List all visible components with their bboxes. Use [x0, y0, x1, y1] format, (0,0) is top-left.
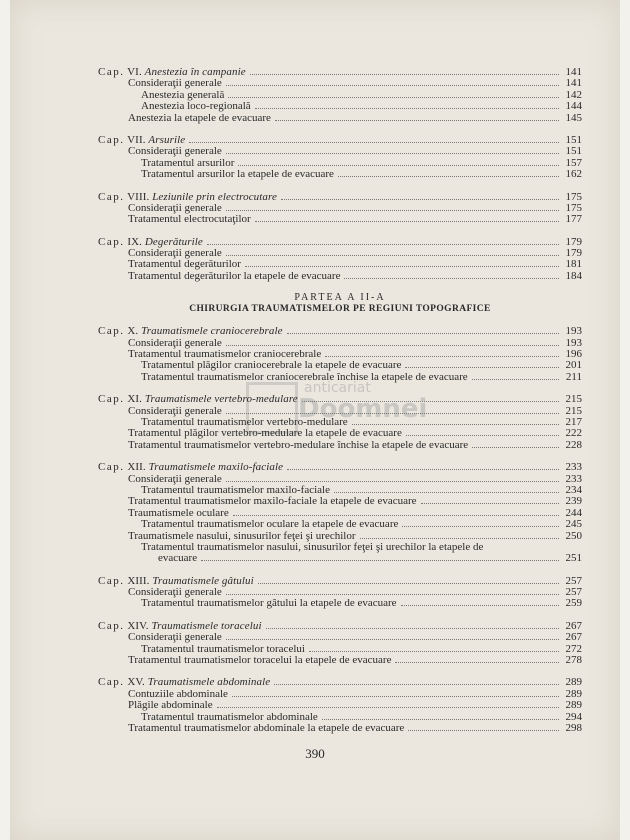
- dot-leader: [226, 85, 559, 86]
- section-entry: [98, 203, 582, 214]
- section-entry: [98, 428, 582, 439]
- section-page: 244: [565, 506, 582, 519]
- section-entry: [98, 531, 582, 542]
- section-page: 215: [565, 404, 582, 417]
- chapter-heading: [98, 677, 272, 688]
- dot-leader: [402, 526, 559, 527]
- section-title: Tratamentul plăgilor vertebro-medulare la etapele de evacuare: [128, 428, 402, 440]
- chapter-title: Traumatismele vertebro-medulare: [144, 394, 298, 406]
- chapter-entry: [98, 237, 582, 248]
- section-entry: [98, 406, 582, 417]
- chapter-heading: [98, 621, 264, 632]
- spacer: [98, 124, 582, 135]
- chapter-number: X.: [127, 326, 139, 338]
- section-page: 177: [565, 213, 582, 226]
- dot-leader: [472, 447, 559, 448]
- dot-leader: [226, 345, 559, 346]
- section-title: Tratamentul traumatismelor maxilo-faciale la etapele de evacuare: [128, 496, 417, 508]
- section-title: Tratamentul arsurilor: [141, 157, 235, 169]
- section-entry: [98, 338, 582, 349]
- section-page: 193: [565, 336, 582, 349]
- chapter-heading: [98, 237, 205, 248]
- dot-leader: [228, 97, 559, 98]
- part-label: PARTEA A II-A: [294, 292, 386, 304]
- chapter-entry: [98, 394, 582, 405]
- section-entry: [98, 146, 582, 157]
- dot-leader: [405, 367, 559, 368]
- chapter-number: VII.: [127, 134, 146, 146]
- dot-leader: [255, 221, 559, 222]
- chapter-title: Traumatismele gâtului: [152, 575, 254, 587]
- section-entry: [98, 496, 582, 507]
- chapter-entry: [98, 326, 582, 337]
- section-title: Traumatismele oculare: [128, 507, 229, 519]
- watermark-line1: anticariat: [304, 380, 371, 396]
- chapter-number: VIII.: [127, 191, 150, 203]
- spacer: [98, 226, 582, 237]
- section-title: Contuziile abdominale: [128, 688, 228, 700]
- section-entry: [98, 598, 582, 609]
- section-page: 201: [565, 359, 582, 372]
- chapter-entry: [98, 192, 582, 203]
- section-page: 250: [565, 529, 582, 542]
- section-page: 162: [565, 168, 582, 181]
- chapter-page: 151: [565, 133, 582, 146]
- section-entry: [98, 508, 582, 519]
- chapter-title: Traumatismele maxilo-faciale: [148, 462, 284, 474]
- section-page: 217: [565, 415, 582, 428]
- chapter-number: XIII.: [127, 575, 150, 587]
- dot-leader: [287, 333, 559, 334]
- section-page: 298: [565, 721, 582, 734]
- section-page: 233: [565, 472, 582, 485]
- chapter-heading: [98, 462, 285, 473]
- spacer: [98, 383, 582, 394]
- section-entry-continued: [98, 553, 582, 564]
- chapter-entry: [98, 576, 582, 587]
- dot-leader: [344, 278, 559, 279]
- chapter-entry: [98, 462, 582, 473]
- section-entry: [98, 655, 582, 666]
- spacer: [98, 451, 582, 462]
- section-title: Tratamentul traumatismelor vertebro-medulare: [141, 416, 348, 428]
- section-title: Traumatismele nasului, sinusurilor feţei şi urechilor: [128, 530, 356, 542]
- section-entry: [98, 700, 582, 711]
- section-page: 211: [565, 370, 582, 383]
- section-entry: [98, 519, 582, 530]
- section-title: Consideraţii generale: [128, 78, 222, 90]
- dot-leader: [255, 108, 559, 109]
- dot-leader: [201, 560, 559, 561]
- chapter-title: Leziunile prin electrocutare: [152, 191, 277, 203]
- dot-leader: [338, 176, 559, 177]
- section-title: Tratamentul traumatismelor craniocerebrale închise la etapele de evacuare: [141, 371, 468, 383]
- section-entry: [98, 417, 582, 428]
- chapter-cap-label: Cap.: [98, 236, 125, 248]
- chapter-cap-label: Cap.: [98, 134, 125, 146]
- section-page: 181: [565, 258, 582, 271]
- dot-leader: [226, 413, 559, 414]
- section-title: Consideraţii generale: [128, 202, 222, 214]
- section-entry: [98, 78, 582, 89]
- dot-leader: [472, 379, 559, 380]
- spacer: [98, 666, 582, 677]
- chapter-page: 233: [565, 461, 582, 474]
- dot-leader: [334, 492, 559, 493]
- chapter-number: XII.: [127, 462, 146, 474]
- section-page: 144: [565, 100, 582, 113]
- dot-leader: [395, 662, 559, 663]
- section-entry: [98, 169, 582, 180]
- section-page: 145: [565, 111, 582, 124]
- chapter-page: 193: [565, 325, 582, 338]
- dot-leader: [233, 515, 559, 516]
- section-page: 251: [565, 552, 582, 565]
- chapter-heading: [98, 394, 300, 405]
- section-title: Tratamentul traumatismelor craniocerebrale: [128, 349, 322, 361]
- dot-leader: [309, 651, 559, 652]
- section-entry: [98, 158, 582, 169]
- section-title: Plăgile abdominale: [128, 700, 213, 712]
- section-title: Consideraţii generale: [128, 632, 222, 644]
- dot-leader: [207, 244, 559, 245]
- section-title: Consideraţii generale: [128, 405, 222, 417]
- section-entry: [98, 723, 582, 734]
- section-page: 234: [565, 483, 582, 496]
- dot-leader: [217, 707, 559, 708]
- section-title: Tratamentul electrocutaţilor: [128, 214, 251, 226]
- chapter-cap-label: Cap.: [98, 326, 125, 338]
- section-page: 179: [565, 247, 582, 260]
- chapter-cap-label: Cap.: [98, 67, 125, 78]
- section-title: Tratamentul degerăturilor la etapele de evacuare: [128, 270, 341, 282]
- chapter-heading: [98, 192, 279, 203]
- section-page: 294: [565, 710, 582, 723]
- section-entry: [98, 90, 582, 101]
- dot-leader: [226, 210, 559, 211]
- dot-leader: [226, 594, 559, 595]
- section-entry: [98, 474, 582, 485]
- watermark-line2: Doomnei: [298, 394, 428, 424]
- chapter-number: XV.: [127, 677, 145, 689]
- section-page: 196: [565, 348, 582, 361]
- chapter-heading: [98, 67, 248, 78]
- chapter-page: 215: [565, 393, 582, 406]
- chapter-page: 141: [565, 66, 582, 78]
- chapter-number: XI.: [127, 394, 143, 406]
- dot-leader: [275, 120, 559, 121]
- chapter-cap-label: Cap.: [98, 394, 125, 406]
- dot-leader: [232, 696, 559, 697]
- section-title: Tratamentul traumatismelor toracelui: [141, 643, 305, 655]
- section-page: 289: [565, 699, 582, 712]
- section-title: Consideraţii generale: [128, 587, 222, 599]
- part-title: CHIRURGIA TRAUMATISMELOR PE REGIUNI TOPOGRAFICE: [189, 304, 491, 315]
- chapter-number: VI.: [127, 67, 142, 78]
- dot-leader: [226, 639, 559, 640]
- chapter-number: IX.: [127, 236, 143, 248]
- chapter-page: 267: [565, 619, 582, 632]
- section-title: Consideraţii generale: [128, 337, 222, 349]
- dot-leader: [406, 435, 559, 436]
- section-title: Tratamentul traumatismelor nasului, sinusurilor feţei şi urechilor la etapele de: [141, 541, 484, 553]
- section-title: Consideraţii generale: [128, 473, 222, 485]
- dot-leader: [408, 730, 559, 731]
- section-title: Tratamentul degerăturilor: [128, 259, 241, 271]
- section-title-continued: evacuare: [158, 553, 198, 565]
- section-page: 151: [565, 145, 582, 158]
- chapter-title: Arsurile: [148, 134, 186, 146]
- section-entry: [98, 644, 582, 655]
- page-number: 390: [305, 746, 325, 761]
- dot-leader: [322, 719, 559, 720]
- section-page: 257: [565, 586, 582, 599]
- section-entry: [98, 101, 582, 112]
- chapter-title: Traumatismele craniocerebrale: [141, 326, 283, 338]
- section-page: 245: [565, 518, 582, 531]
- section-entry: [98, 248, 582, 259]
- chapter-title: Anestezia în campanie: [144, 67, 246, 78]
- section-page: 142: [565, 88, 582, 101]
- section-entry: [98, 632, 582, 643]
- section-entry: [98, 372, 582, 383]
- section-title: Tratamentul traumatismelor abdominale la etapele de evacuare: [128, 722, 405, 734]
- toc-section-part-two: [98, 326, 582, 734]
- section-entry: [98, 349, 582, 360]
- toc-section-part-one: [98, 67, 582, 282]
- chapter-entry: [98, 621, 582, 632]
- section-page: 228: [565, 438, 582, 451]
- dot-leader: [250, 74, 559, 75]
- section-page: 222: [565, 427, 582, 440]
- dot-leader: [401, 605, 559, 606]
- chapter-entry: [98, 135, 582, 146]
- section-entry: [98, 712, 582, 723]
- section-title: Anestezia loco-regională: [141, 101, 251, 113]
- dot-leader: [281, 199, 559, 200]
- dot-leader: [226, 255, 559, 256]
- section-page: 278: [565, 654, 582, 667]
- section-page: 239: [565, 495, 582, 508]
- section-page: 184: [565, 269, 582, 282]
- section-entry: [98, 360, 582, 371]
- table-of-contents: [98, 67, 582, 734]
- section-title: Tratamentul traumatismelor oculare la etapele de evacuare: [141, 519, 399, 531]
- dot-leader: [274, 684, 559, 685]
- section-entry: [98, 440, 582, 451]
- chapter-heading: [98, 326, 285, 337]
- spacer: [98, 565, 582, 576]
- dot-leader: [302, 401, 559, 402]
- chapter-title: Traumatismele toracelui: [151, 620, 262, 632]
- dot-leader: [421, 503, 559, 504]
- section-title: Tratamentul traumatismelor gâtului la etapele de evacuare: [141, 598, 397, 610]
- spacer: [98, 610, 582, 621]
- dot-leader: [287, 469, 559, 470]
- chapter-cap-label: Cap.: [98, 191, 125, 203]
- book-page: [10, 0, 620, 840]
- chapter-title: Traumatismele abdominale: [147, 677, 271, 689]
- section-page: 267: [565, 631, 582, 644]
- section-entry: [98, 271, 582, 282]
- section-entry: [98, 259, 582, 270]
- spacer: [98, 181, 582, 192]
- section-entry: [98, 689, 582, 700]
- dot-leader: [226, 481, 559, 482]
- section-entry: [98, 587, 582, 598]
- section-entry: [98, 485, 582, 496]
- chapter-entry: [98, 67, 582, 78]
- section-title: Tratamentul traumatismelor abdominale: [141, 711, 318, 723]
- chapter-heading: [98, 576, 256, 587]
- dot-leader: [226, 153, 559, 154]
- dot-leader: [266, 628, 559, 629]
- dot-leader: [189, 142, 559, 143]
- chapter-heading: [98, 135, 187, 146]
- section-page: 289: [565, 687, 582, 700]
- section-title: Consideraţii generale: [128, 146, 222, 158]
- section-page: 175: [565, 201, 582, 214]
- section-title: Tratamentul plăgilor craniocerebrale la etapele de evacuare: [141, 360, 402, 372]
- chapter-page: 257: [565, 574, 582, 587]
- dot-leader: [238, 165, 559, 166]
- section-title: Anestezia generală: [141, 89, 225, 101]
- dot-leader: [245, 266, 559, 267]
- section-page: 259: [565, 597, 582, 610]
- section-page: 141: [565, 77, 582, 90]
- chapter-title: Degerăturile: [144, 236, 203, 248]
- section-entry: [98, 214, 582, 225]
- dot-leader: [352, 424, 559, 425]
- section-title: Tratamentul traumatismelor maxilo-faciale: [141, 484, 330, 496]
- chapter-cap-label: Cap.: [98, 620, 125, 632]
- chapter-entry: [98, 677, 582, 688]
- dot-leader: [258, 583, 559, 584]
- dot-leader: [325, 356, 559, 357]
- chapter-page: 175: [565, 190, 582, 203]
- chapter-cap-label: Cap.: [98, 575, 125, 587]
- section-entry: [98, 113, 582, 124]
- chapter-page: 289: [565, 676, 582, 689]
- section-page: 157: [565, 156, 582, 169]
- section-page: 272: [565, 642, 582, 655]
- section-title: Consideraţii generale: [128, 248, 222, 260]
- chapter-cap-label: Cap.: [98, 462, 125, 474]
- section-title: Tratamentul traumatismelor toracelui la etapele de evacuare: [128, 655, 392, 667]
- chapter-number: XIV.: [127, 620, 149, 632]
- dot-leader: [360, 538, 560, 539]
- section-title: Tratamentul traumatismelor vertebro-medulare închise la etapele de evacuare: [128, 439, 469, 451]
- section-title: Anestezia la etapele de evacuare: [128, 112, 271, 124]
- chapter-cap-label: Cap.: [98, 677, 125, 689]
- chapter-page: 179: [565, 235, 582, 248]
- section-entry: [98, 542, 582, 553]
- section-title: Tratamentul arsurilor la etapele de evacuare: [141, 169, 334, 181]
